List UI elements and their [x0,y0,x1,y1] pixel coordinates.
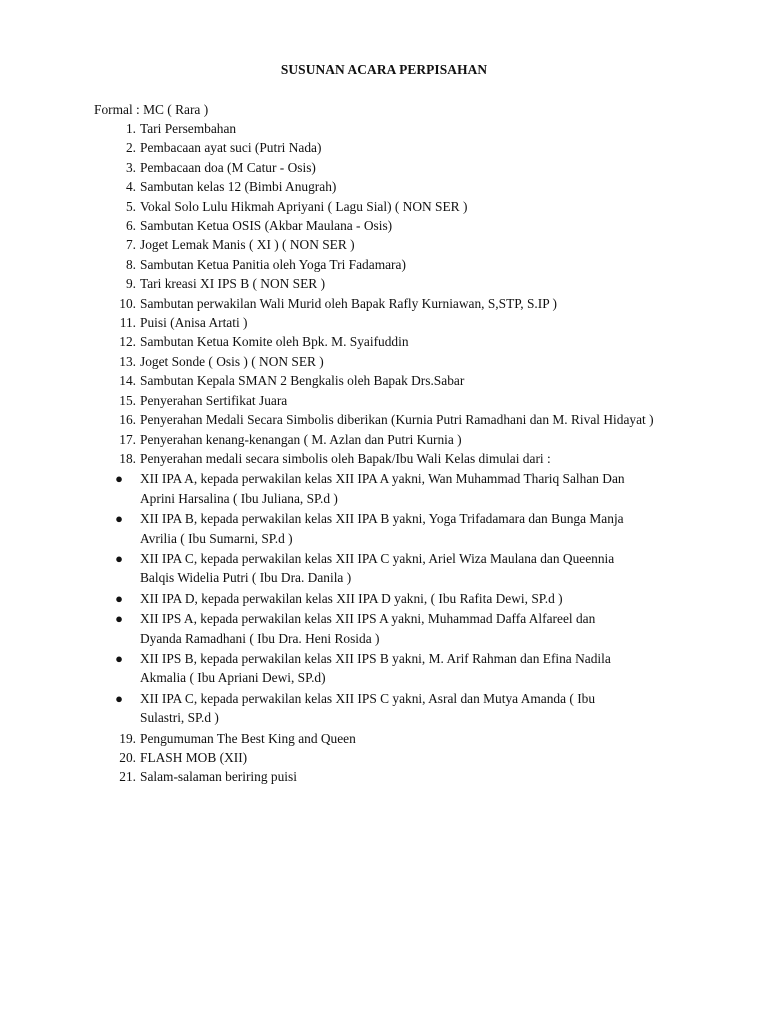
agenda-item-number: 19. [119,730,136,746]
agenda-item-number: 7. [125,237,136,253]
class-representative-text: XII IPA C, kepada perwakilan kelas XII IPA C yakni, Ariel Wiza Maulana dan Queennia Balqis Widelia Putri ( Ibu Dra. Danila ) [140,550,615,586]
class-representative-text: XII IPS B, kepada perwakilan kelas XII IPS B yakni, M. Arif Rahman dan Efina Nadila Akmalia ( Ibu Apriani Dewi, SP.d) [140,650,611,686]
agenda-item [94,274,694,293]
agenda-item-number: 9. [125,276,136,292]
bullet-dot-icon: ● [115,690,123,706]
agenda-item-number: 12. [119,334,136,350]
agenda-item-text: Salam-salaman beriring puisi [140,769,297,785]
agenda-item-number: 10. [119,295,136,311]
agenda-item-text: Sambutan Ketua Panitia oleh Yoga Tri Fadamara) [140,256,406,272]
agenda-item-number: 20. [119,750,136,765]
class-representative-item [48,649,694,688]
agenda-item [94,449,694,468]
agenda-item [94,197,694,216]
agenda-item [94,430,694,449]
agenda-item [94,158,694,177]
agenda-item [94,371,694,390]
agenda-item [94,332,694,351]
agenda-item-number: 4. [125,179,136,195]
agenda-item-text: Sambutan perwakilan Wali Murid oleh Bapak Rafly Kurniawan, S,STP, S.IP ) [140,295,557,311]
agenda-item [94,352,694,371]
class-representative-item [48,589,694,608]
agenda-item-number: 13. [119,353,136,369]
agenda-item-text: Vokal Solo Lulu Hikmah Apriyani ( Lagu Sial) ( NON SER ) [140,198,468,214]
agenda-item-text: Penyerahan kenang-kenangan ( M. Azlan dan Putri Kurnia ) [140,431,462,447]
agenda-item-text: Tari Persembahan [140,121,237,136]
agenda-item-text: Pembacaan doa (M Catur - Osis) [140,159,316,175]
class-representative-text: XII IPA B, kepada perwakilan kelas XII IPA B yakni, Yoga Trifadamara dan Bunga Manja Avrilia ( Ibu Sumarni, SP.d ) [140,511,624,546]
agenda-item [94,391,694,410]
agenda-item-text: Penyerahan Medali Secara Simbolis diberikan (Kurnia Putri Ramadhani dan M. Rival Hidayat ) [140,412,654,428]
bullet-dot-icon: ● [115,511,123,527]
agenda-item-number: 1. [125,121,136,136]
agenda-item-number: 17. [119,431,136,447]
class-representative-item [48,509,694,548]
agenda-item-number: 3. [125,159,136,175]
agenda-item-text: Joget Lemak Manis ( XI ) ( NON SER ) [140,237,355,253]
class-representative-text: XII IPA A, kepada perwakilan kelas XII IPA A yakni, Wan Muhammad Thariq Salhan Dan Aprini Harsalina ( Ibu Juliana, SP.d ) [140,471,625,506]
agenda-item-text: FLASH MOB (XII) [140,750,248,765]
class-representative-item [48,469,694,508]
agenda-item [94,138,694,157]
agenda-item [94,410,694,429]
agenda-item-number: 16. [119,412,136,428]
agenda-item [94,216,694,235]
agenda-item [94,748,694,767]
agenda-item-text: Pembacaan ayat suci (Putri Nada) [140,140,322,156]
class-representative-item [48,609,694,648]
agenda-item-number: 15. [119,392,136,408]
agenda-item-number: 14. [119,373,136,389]
agenda-item-text: Penyerahan Sertifikat Juara [140,392,288,408]
agenda-item-number: 18. [119,450,136,466]
class-representative-item [48,549,694,588]
class-representative-text: XII IPA C, kepada perwakilan kelas XII IPS C yakni, Asral dan Mutya Amanda ( Ibu Sulastri, SP.d ) [140,690,596,726]
agenda-item-text: Penyerahan medali secara simbolis oleh Bapak/Ibu Wali Kelas dimulai dari : [140,450,551,466]
agenda-item [94,767,694,786]
agenda-item-text: Sambutan kelas 12 (Bimbi Anugrah) [140,179,337,195]
bullet-dot-icon: ● [115,611,123,627]
agenda-item [94,235,694,254]
agenda-item-number: 8. [125,256,136,272]
agenda-item-number: 11. [119,315,136,331]
agenda-item-number: 21. [119,769,136,785]
class-representative-text: XII IPA D, kepada perwakilan kelas XII IPA D yakni, ( Ibu Rafita Dewi, SP.d ) [140,590,563,606]
agenda-item-number: 6. [125,218,136,234]
bullet-dot-icon: ● [115,590,123,606]
bullet-dot-icon: ● [115,550,123,566]
agenda-item [94,119,694,138]
class-representative-item [48,689,694,728]
agenda-item-text: Pengumuman The Best King and Queen [140,730,356,746]
agenda-item [94,729,694,748]
agenda-list [94,119,694,787]
class-representative-text: XII IPS A, kepada perwakilan kelas XII IPS A yakni, Muhammad Daffa Alfareel dan Dyanda Ramadhani ( Ibu Dra. Heni Rosida ) [140,611,596,646]
agenda-item [94,294,694,313]
agenda-item [94,177,694,196]
document-title: SUSUNAN ACARA PERPISAHAN [280,62,488,77]
agenda-item [94,255,694,274]
agenda-item-text: Sambutan Ketua Komite oleh Bpk. M. Syaifuddin [140,334,409,350]
agenda-item-text: Puisi (Anisa Artati ) [140,315,248,331]
agenda-item-text: Sambutan Kepala SMAN 2 Bengkalis oleh Bapak Drs.Sabar [140,373,465,389]
formal-mc-line: Formal : MC ( Rara ) [94,102,209,117]
agenda-item-text: Sambutan Ketua OSIS (Akbar Maulana - Osis) [140,218,393,234]
agenda-item-text: Joget Sonde ( Osis ) ( NON SER ) [140,353,324,369]
class-representative-list [94,469,694,727]
agenda-item-number: 5. [125,198,136,214]
bullet-dot-icon: ● [115,471,123,487]
agenda-item-number: 2. [125,140,136,156]
agenda-item [94,313,694,332]
bullet-dot-icon: ● [115,650,123,666]
agenda-item-text: Tari kreasi XI IPS B ( NON SER ) [140,276,326,292]
